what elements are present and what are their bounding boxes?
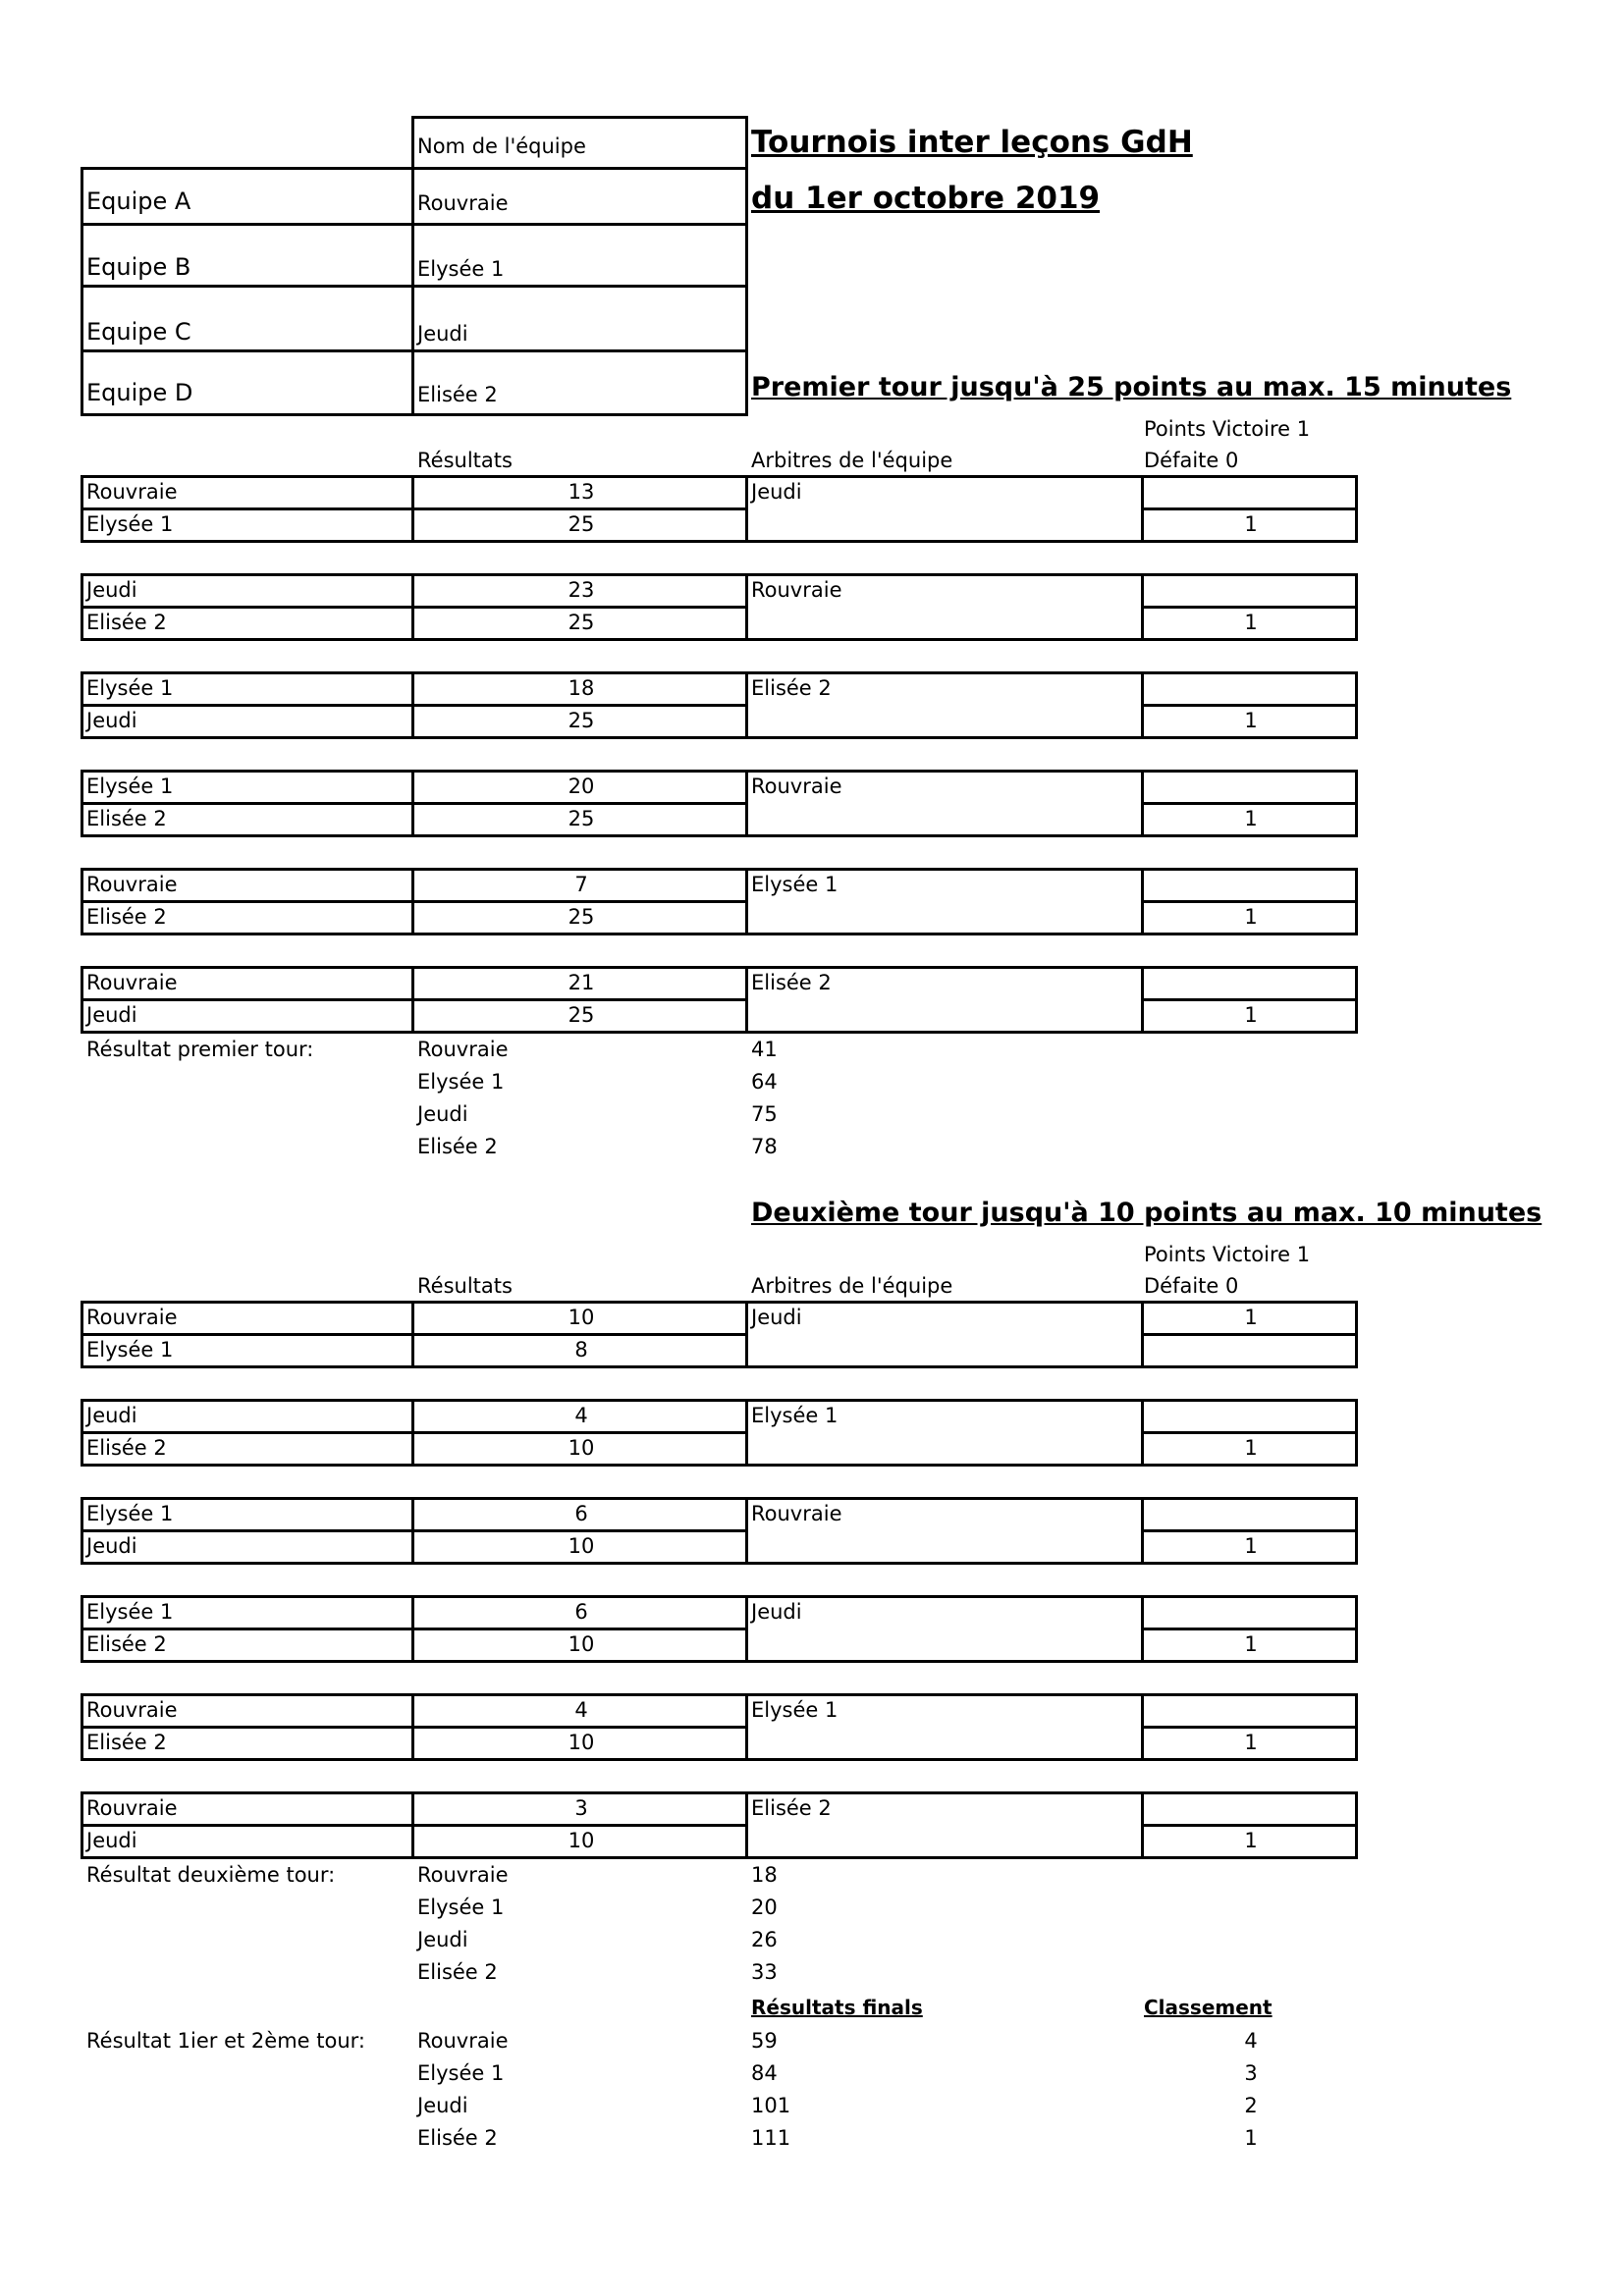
match-score-2: 10 [568,1534,595,1558]
team-label-c: Equipe C [86,318,191,346]
match-team-1: Jeudi [86,578,137,602]
sheet-title-line-1: Tournois inter leçons GdH [751,125,1193,160]
results-column-header: Résultats [417,1274,513,1298]
match-score-1: 6 [574,1502,588,1525]
round-summary-value: 64 [751,1070,778,1094]
match-score-1: 4 [574,1698,588,1722]
match-score-1: 6 [574,1600,588,1624]
final-rank: 1 [1244,2126,1258,2150]
round-summary-team: Rouvraie [417,1863,509,1887]
match-referee: Jeudi [751,1306,802,1329]
match-team-1: Elysée 1 [86,676,174,700]
match-score-1: 18 [568,676,595,700]
match-score-2: 25 [568,611,595,634]
match-referee: Elisée 2 [751,1796,832,1820]
match-points-2: 1 [1244,807,1258,830]
match-score-1: 13 [568,480,595,504]
round-summary-value: 78 [751,1135,778,1158]
points-row-divider [1141,606,1358,609]
final-rank: 4 [1244,2029,1258,2053]
team-name-a: Rouvraie [417,191,509,215]
match-score-2: 25 [568,709,595,732]
match-referee: Elysée 1 [751,873,839,896]
match-team-2: Elisée 2 [86,611,167,634]
match-score-1: 20 [568,774,595,798]
match-team-2: Jeudi [86,1534,137,1558]
match-score-1: 23 [568,578,595,602]
match-score-2: 25 [568,807,595,830]
match-team-2: Jeudi [86,1003,137,1027]
match-team-1: Rouvraie [86,1796,178,1820]
match-team-1: Elysée 1 [86,774,174,798]
round-summary-team: Jeudi [417,1102,468,1126]
team-label-d: Equipe D [86,379,193,406]
match-row-divider [81,900,748,903]
points-header-defeat: Défaite 0 [1144,449,1239,472]
match-row-divider [81,802,748,805]
match-score-2: 25 [568,512,595,536]
match-score-2: 10 [568,1731,595,1754]
match-referee: Elysée 1 [751,1698,839,1722]
match-team-2: Jeudi [86,709,137,732]
final-results-header: Résultats finals [751,1996,923,2019]
match-team-2: Elysée 1 [86,512,174,536]
match-referee: Jeudi [751,1600,802,1624]
match-team-2: Elisée 2 [86,905,167,929]
team-name-d: Elisée 2 [417,383,498,406]
match-points-2: 1 [1244,1731,1258,1754]
match-team-2: Jeudi [86,1829,137,1852]
match-team-2: Elisée 2 [86,1731,167,1754]
match-score-2: 25 [568,1003,595,1027]
round-summary-team: Elysée 1 [417,1070,505,1094]
match-team-1: Elysée 1 [86,1502,174,1525]
points-row-divider [1141,704,1358,707]
referee-column-header: Arbitres de l'équipe [751,449,953,472]
round-summary-value: 75 [751,1102,778,1126]
match-team-1: Rouvraie [86,480,178,504]
match-points-1: 1 [1244,1306,1258,1329]
match-referee: Rouvraie [751,774,842,798]
match-score-1: 10 [568,1306,595,1329]
match-row-divider [81,606,748,609]
match-referee: Elisée 2 [751,676,832,700]
points-row-divider [1141,1824,1358,1827]
round-summary-team: Elisée 2 [417,1135,498,1158]
points-row-divider [1141,1726,1358,1729]
round-summary-label: Résultat deuxième tour: [86,1863,336,1887]
teams-row-divider [81,223,748,226]
match-points-2: 1 [1244,1003,1258,1027]
match-row-divider [81,507,748,510]
match-points-2: 1 [1244,709,1258,732]
match-row-divider [81,704,748,707]
match-score-1: 7 [574,873,588,896]
points-header-victory: Points Victoire 1 [1144,1243,1311,1266]
match-team-2: Elisée 2 [86,1436,167,1460]
match-referee: Rouvraie [751,1502,842,1525]
match-row-divider [81,1824,748,1827]
match-row-divider [81,1431,748,1434]
match-row-divider [81,1529,748,1532]
match-team-1: Elysée 1 [86,1600,174,1624]
round-summary-team: Jeudi [417,1928,468,1951]
match-score-2: 8 [574,1338,588,1362]
match-row-divider [81,1333,748,1336]
round-summary-label: Résultat premier tour: [86,1038,314,1061]
round-title: Deuxième tour jusqu'à 10 points au max. 10 minutes [751,1198,1543,1228]
team-label-b: Equipe B [86,253,191,281]
round-summary-team: Elysée 1 [417,1896,505,1919]
teams-row-divider [81,285,748,288]
points-header-defeat: Défaite 0 [1144,1274,1239,1298]
points-row-divider [1141,1431,1358,1434]
match-team-1: Rouvraie [86,971,178,994]
match-score-1: 3 [574,1796,588,1820]
match-team-1: Jeudi [86,1404,137,1427]
match-points-2: 1 [1244,611,1258,634]
teams-header-label: Nom de l'équipe [417,134,586,158]
match-row-divider [81,1726,748,1729]
final-results-label: Résultat 1ier et 2ème tour: [86,2029,365,2053]
match-score-1: 21 [568,971,595,994]
points-row-divider [1141,1529,1358,1532]
round-summary-value: 26 [751,1928,778,1951]
match-team-1: Rouvraie [86,1698,178,1722]
final-rank-header: Classement [1144,1996,1272,2019]
final-rank: 2 [1244,2094,1258,2117]
match-points-2: 1 [1244,1632,1258,1656]
final-total: 84 [751,2061,778,2085]
match-points-2: 1 [1244,905,1258,929]
final-rank: 3 [1244,2061,1258,2085]
match-score-2: 25 [568,905,595,929]
points-header-victory: Points Victoire 1 [1144,417,1311,441]
match-score-2: 10 [568,1829,595,1852]
round-summary-value: 18 [751,1863,778,1887]
final-total: 101 [751,2094,791,2117]
match-team-1: Rouvraie [86,1306,178,1329]
points-row-divider [1141,507,1358,510]
round-summary-team: Elisée 2 [417,1960,498,1984]
round-summary-team: Rouvraie [417,1038,509,1061]
teams-row-divider [81,349,748,352]
match-score-1: 4 [574,1404,588,1427]
final-total: 111 [751,2126,791,2150]
match-team-2: Elisée 2 [86,807,167,830]
match-team-1: Rouvraie [86,873,178,896]
match-referee: Elysée 1 [751,1404,839,1427]
match-referee: Jeudi [751,480,802,504]
match-score-2: 10 [568,1632,595,1656]
team-label-a: Equipe A [86,187,191,215]
match-team-2: Elisée 2 [86,1632,167,1656]
round-summary-value: 33 [751,1960,778,1984]
points-row-divider [1141,1333,1358,1336]
match-row-divider [81,998,748,1001]
final-total: 59 [751,2029,778,2053]
team-name-b: Elysée 1 [417,257,505,281]
sheet-title-line-2: du 1er octobre 2019 [751,181,1101,216]
points-row-divider [1141,900,1358,903]
match-row-divider [81,1628,748,1630]
final-team: Elisée 2 [417,2126,498,2150]
match-score-2: 10 [568,1436,595,1460]
final-team: Rouvraie [417,2029,509,2053]
round-summary-value: 20 [751,1896,778,1919]
round-summary-value: 41 [751,1038,778,1061]
match-referee: Elisée 2 [751,971,832,994]
match-points-2: 1 [1244,1829,1258,1852]
match-points-2: 1 [1244,1436,1258,1460]
teams-column-divider [411,167,414,416]
final-team: Jeudi [417,2094,468,2117]
points-row-divider [1141,802,1358,805]
final-team: Elysée 1 [417,2061,505,2085]
match-team-2: Elysée 1 [86,1338,174,1362]
points-row-divider [1141,998,1358,1001]
match-referee: Rouvraie [751,578,842,602]
match-points-2: 1 [1244,512,1258,536]
points-row-divider [1141,1628,1358,1630]
match-points-2: 1 [1244,1534,1258,1558]
team-name-c: Jeudi [417,322,468,346]
round-title: Premier tour jusqu'à 25 points au max. 15 minutes [751,372,1512,402]
referee-column-header: Arbitres de l'équipe [751,1274,953,1298]
results-column-header: Résultats [417,449,513,472]
